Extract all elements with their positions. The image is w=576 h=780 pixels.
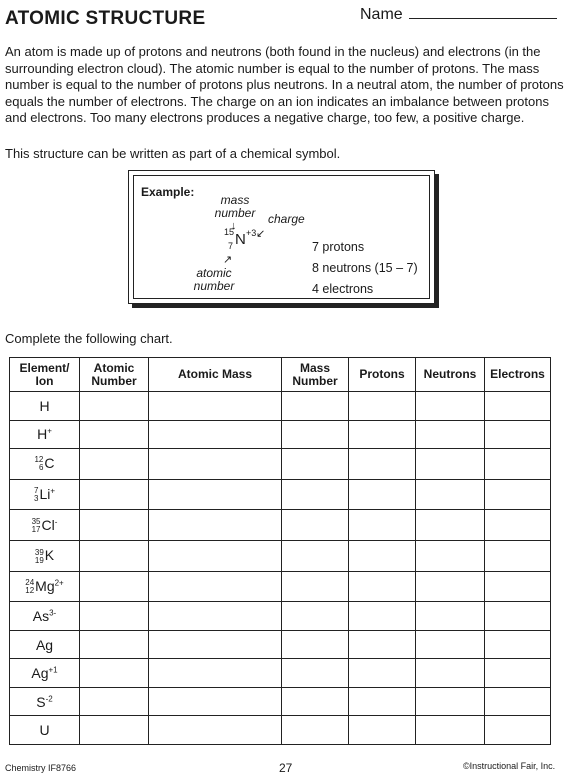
electrons-answer-cell[interactable]	[485, 602, 551, 631]
example-label: Example:	[141, 185, 195, 199]
header-atomic-number: Atomic Number	[80, 358, 149, 392]
element-cell	[10, 571, 80, 602]
atomic-mass-answer-cell[interactable]	[149, 630, 282, 659]
table-row	[10, 659, 551, 688]
neutrons-answer-cell[interactable]	[416, 541, 485, 572]
atomic-mass-answer-cell[interactable]	[149, 716, 282, 745]
ion-charge: -2	[45, 693, 53, 703]
element-cell	[10, 392, 80, 421]
name-label: Name	[360, 6, 403, 23]
mass-arrow-icon: ↓	[231, 220, 237, 232]
element-symbol: Cl	[41, 516, 55, 533]
atomic-mass-answer-cell[interactable]	[149, 602, 282, 631]
intro-text	[5, 44, 565, 127]
header-neutrons: Neutrons	[416, 358, 485, 392]
atomic-number-answer-cell[interactable]	[80, 510, 149, 541]
element-symbol: K	[44, 547, 55, 564]
mass-number-answer-cell[interactable]	[282, 392, 349, 421]
table-row	[10, 630, 551, 659]
electrons-answer-cell[interactable]	[485, 687, 551, 716]
table-header-row	[10, 358, 551, 392]
mass-number-answer-cell[interactable]	[282, 602, 349, 631]
mass-number-label: mass number	[214, 193, 256, 220]
electrons-answer-cell[interactable]	[485, 392, 551, 421]
atomic-number-answer-cell[interactable]	[80, 602, 149, 631]
atomic-number-label: atomic number	[193, 266, 235, 293]
atomic-mass-answer-cell[interactable]	[149, 449, 282, 480]
ion-charge: +1	[48, 665, 58, 675]
isotope-mass-number: 24	[25, 578, 35, 588]
symbol-element: N	[235, 231, 246, 248]
neutrons-answer-cell[interactable]	[416, 659, 485, 688]
isotope-mass-number: 7	[33, 486, 39, 496]
protons-answer-cell[interactable]	[349, 571, 416, 602]
ion-charge: 2+	[54, 578, 64, 588]
mass-number-answer-cell[interactable]	[282, 630, 349, 659]
electrons-answer-cell[interactable]	[485, 630, 551, 659]
ion-charge: +	[50, 486, 56, 496]
element-symbol: Ag	[35, 636, 54, 653]
isotope-atomic-number: 3	[33, 494, 39, 504]
neutrons-answer-cell[interactable]	[416, 630, 485, 659]
mass-number-answer-cell[interactable]	[282, 716, 349, 745]
symbol-intro-text: This structure can be written as part of a chemical symbol.	[5, 146, 341, 161]
neutrons-answer-cell[interactable]	[416, 510, 485, 541]
charge-arrow-icon: ↙	[256, 228, 266, 240]
footer-book-id: Chemistry IF8766	[5, 763, 77, 773]
table-row	[10, 602, 551, 631]
neutrons-answer-cell[interactable]	[416, 449, 485, 480]
element-cell	[10, 541, 80, 572]
atomic-number-answer-cell[interactable]	[80, 479, 149, 510]
example-box-inner	[133, 175, 430, 299]
atomic-mass-answer-cell[interactable]	[149, 571, 282, 602]
fact-neutrons: 8 neutrons (15 – 7)	[312, 261, 418, 275]
protons-answer-cell[interactable]	[349, 479, 416, 510]
electrons-answer-cell[interactable]	[485, 659, 551, 688]
isotope-atomic-number: 12	[25, 586, 35, 596]
page-title: ATOMIC STRUCTURE	[5, 8, 206, 29]
element-symbol: As	[32, 608, 50, 625]
mass-number-answer-cell[interactable]	[282, 687, 349, 716]
atomic-number-answer-cell[interactable]	[80, 449, 149, 480]
table-row	[10, 479, 551, 510]
atomic-mass-answer-cell[interactable]	[149, 510, 282, 541]
table-row	[10, 687, 551, 716]
element-symbol: Mg	[35, 577, 55, 594]
mass-number-answer-cell[interactable]	[282, 659, 349, 688]
atomic-chart-table	[9, 357, 551, 745]
neutrons-answer-cell[interactable]	[416, 571, 485, 602]
element-cell	[10, 420, 80, 449]
atomic-number-answer-cell[interactable]	[80, 659, 149, 688]
header-mass-number: Mass Number	[282, 358, 349, 392]
electrons-answer-cell[interactable]	[485, 571, 551, 602]
table-row	[10, 716, 551, 745]
atomic-number-answer-cell[interactable]	[80, 571, 149, 602]
isotope-mass-number: 39	[34, 547, 44, 557]
table-row	[10, 449, 551, 480]
protons-answer-cell[interactable]	[349, 420, 416, 449]
element-symbol: S	[36, 693, 46, 710]
isotope-atomic-number: 17	[31, 524, 41, 534]
mass-number-answer-cell[interactable]	[282, 510, 349, 541]
electrons-answer-cell[interactable]	[485, 449, 551, 480]
neutrons-answer-cell[interactable]	[416, 392, 485, 421]
isotope-mass-number: 12	[34, 455, 44, 465]
protons-answer-cell[interactable]	[349, 659, 416, 688]
protons-answer-cell[interactable]	[349, 510, 416, 541]
atomic-mass-answer-cell[interactable]	[149, 687, 282, 716]
element-cell	[10, 687, 80, 716]
neutrons-answer-cell[interactable]	[416, 687, 485, 716]
protons-answer-cell[interactable]	[349, 392, 416, 421]
intro-paragraph: An atom is made up of protons and neutrons (both found in the nucleus) and electrons (in the surrounding electron cloud). The atomic number is equal to the number of protons. The mass number is equal to the number of protons plus neutrons. In a neutral atom, the number of protons equals the number of electrons. The charge on an ion indicates an imbalance between protons and electrons. Too many electrons produces a negative charge, too few, a positive charge.	[5, 44, 564, 125]
header-electrons: Electrons	[485, 358, 551, 392]
ion-charge: 3-	[49, 608, 57, 618]
protons-answer-cell[interactable]	[349, 687, 416, 716]
table-row	[10, 571, 551, 602]
example-box	[128, 170, 435, 304]
atomic-mass-answer-cell[interactable]	[149, 420, 282, 449]
charge-label: charge	[268, 212, 305, 226]
electrons-answer-cell[interactable]	[485, 510, 551, 541]
mass-number-answer-cell[interactable]	[282, 449, 349, 480]
symbol-charge: +3	[246, 228, 257, 238]
atomic-number-answer-cell[interactable]	[80, 420, 149, 449]
neutrons-answer-cell[interactable]	[416, 602, 485, 631]
atomic-arrow-icon: ↗	[223, 254, 233, 266]
table-row	[10, 420, 551, 449]
protons-answer-cell[interactable]	[349, 541, 416, 572]
atomic-number-answer-cell[interactable]	[80, 687, 149, 716]
atomic-number-answer-cell[interactable]	[80, 630, 149, 659]
symbol-mass-number: 15	[224, 227, 235, 237]
element-symbol: H	[37, 426, 48, 443]
element-cell	[10, 479, 80, 510]
element-cell	[10, 449, 80, 480]
mass-number-answer-cell[interactable]	[282, 541, 349, 572]
electrons-answer-cell[interactable]	[485, 541, 551, 572]
mass-number-answer-cell[interactable]	[282, 420, 349, 449]
atomic-mass-answer-cell[interactable]	[149, 659, 282, 688]
table-row	[10, 392, 551, 421]
name-blank-line[interactable]	[409, 6, 557, 19]
neutrons-answer-cell[interactable]	[416, 479, 485, 510]
footer-copyright: ©Instructional Fair, Inc.	[463, 761, 556, 771]
mass-number-answer-cell[interactable]	[282, 571, 349, 602]
protons-answer-cell[interactable]	[349, 716, 416, 745]
neutrons-answer-cell[interactable]	[416, 420, 485, 449]
atomic-mass-answer-cell[interactable]	[149, 392, 282, 421]
element-cell	[10, 630, 80, 659]
fact-protons: 7 protons	[312, 240, 365, 254]
example-facts	[312, 237, 418, 300]
element-symbol: U	[39, 722, 50, 739]
symbol-atomic-number: 7	[228, 241, 234, 251]
atomic-number-answer-cell[interactable]	[80, 716, 149, 745]
chart-instruction: Complete the following chart.	[5, 331, 173, 346]
header-atomic-mass: Atomic Mass	[149, 358, 282, 392]
header-element: Element/ Ion	[10, 358, 80, 392]
footer-page-number: 27	[279, 761, 293, 775]
neutrons-answer-cell[interactable]	[416, 716, 485, 745]
element-cell	[10, 716, 80, 745]
element-symbol: C	[44, 455, 55, 472]
atomic-number-answer-cell[interactable]	[80, 541, 149, 572]
ion-charge: -	[54, 516, 58, 526]
protons-answer-cell[interactable]	[349, 449, 416, 480]
protons-answer-cell[interactable]	[349, 630, 416, 659]
element-cell	[10, 602, 80, 631]
isotope-atomic-number: 19	[34, 555, 44, 565]
atomic-number-answer-cell[interactable]	[80, 392, 149, 421]
isotope-mass-number: 35	[31, 516, 41, 526]
electrons-answer-cell[interactable]	[485, 479, 551, 510]
element-symbol: Li	[39, 485, 51, 502]
header-protons: Protons	[349, 358, 416, 392]
name-field	[360, 6, 557, 24]
electrons-answer-cell[interactable]	[485, 420, 551, 449]
element-symbol: H	[39, 397, 50, 414]
ion-charge: +	[47, 426, 52, 436]
fact-electrons: 4 electrons	[312, 282, 374, 296]
table-row	[10, 510, 551, 541]
table-row	[10, 541, 551, 572]
protons-answer-cell[interactable]	[349, 602, 416, 631]
atomic-mass-answer-cell[interactable]	[149, 479, 282, 510]
atomic-mass-answer-cell[interactable]	[149, 541, 282, 572]
electrons-answer-cell[interactable]	[485, 716, 551, 745]
mass-number-answer-cell[interactable]	[282, 479, 349, 510]
element-cell	[10, 510, 80, 541]
element-symbol: Ag	[31, 665, 49, 682]
isotope-atomic-number: 6	[38, 463, 44, 473]
element-cell	[10, 659, 80, 688]
